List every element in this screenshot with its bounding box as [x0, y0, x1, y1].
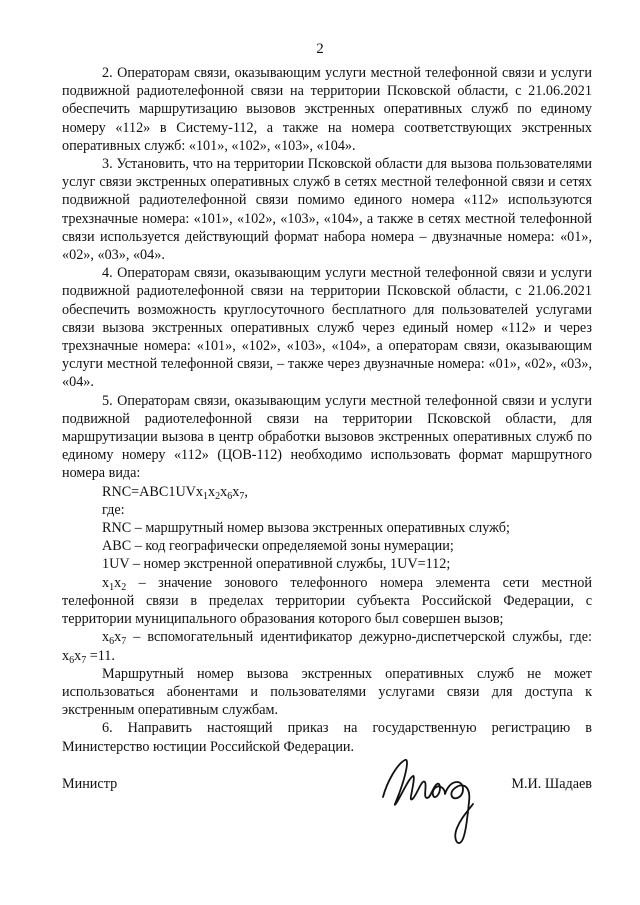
signature-block [62, 775, 592, 799]
routing-formula: $RNC=ABC1UVx_1x_2x_6x_7$, [102, 483, 248, 502]
definition-x6x7: $x_6x_7$ – вспомогательный идентификатор дежурно-диспетчерской службы, где: $x_6x_7 =11$. [62, 629, 592, 666]
page-number: 2 [316, 41, 324, 57]
signatory-name: М.И. Шадаев [511, 776, 592, 792]
paragraph-3: 3. Установить, что на территории Псковской области для вызова пользователями услуг связи экстренных оперативных служб в сетях местной телефонной связи и сетях подвижной радиотелефонной связи помимо единого номера «112» используются трехзначные номера: «101», «102», «103», «104», а также в сетях местной телефонной связи используется действующий формат набора номера – двузначные номера: «01», «02», «03», «04». [62, 156, 592, 264]
where-label: где: [102, 501, 125, 518]
definition-x1x2: $x_1x_2$ – значение зонового телефонного номера элемента сети местной телефонной связи в пределах территории субъекта Российской Федерации, с территории муниципального образования которого был совершен вызов; [62, 574, 592, 628]
paragraph-5: 5. Операторам связи, оказывающим услуги местной телефонной связи и услуги подвижной радиотелефонной связи на территории Псковской области, для маршрутизации вызова в центр обработки вызовов экстренных оперативных служб по единому номеру «112» (ЦОВ-112) необходимо использовать формат маршрутного номера вида: [62, 392, 592, 482]
paragraph-6: 6. Направить настоящий приказ на государственную регистрацию в Министерство юстиции Российской Федерации. [62, 720, 592, 755]
handwritten-signature [375, 742, 495, 852]
definition-rnc: RNC – маршрутный номер вызова экстренных оперативных служб; [102, 520, 510, 537]
definition-abc: ABC – код географически определяемой зоны нумерации; [102, 538, 454, 555]
document-body [62, 64, 592, 756]
definition-1uv: 1UV – номер экстренной оперативной службы, 1UV=112; [102, 556, 451, 573]
note-paragraph: Маршрутный номер вызова экстренных оперативных служб не может использоваться абонентами и пользователями услугами связи для доступа к экстренным оперативным службам. [62, 665, 592, 719]
paragraph-2: 2. Операторам связи, оказывающим услуги местной телефонной связи и услуги подвижной радиотелефонной связи на территории Псковской области, с 21.06.2021 обеспечить маршрутизацию вызовов экстренных оперативных служб по единому номеру «112» в Систему-112, а также на номера соответствующих экстренных оперативных служб: «101», «102», «103», «104». [62, 65, 592, 154]
signatory-position: Министр [62, 776, 118, 792]
paragraph-4: 4. Операторам связи, оказывающим услуги местной телефонной связи и услуги подвижной радиотелефонной связи на территории Псковской области, с 21.06.2021 обеспечить возможность круглосуточного бесплатного для пользователей услугами связи вызова экстренных оперативных служб через единый номер «112» и через трехзначные номера: «101», «102», «103», «104», а операторам связи, оказывающим услуги местной телефонной связи, – также через двузначные номера: «01», «02», «03», «04». [62, 265, 592, 391]
